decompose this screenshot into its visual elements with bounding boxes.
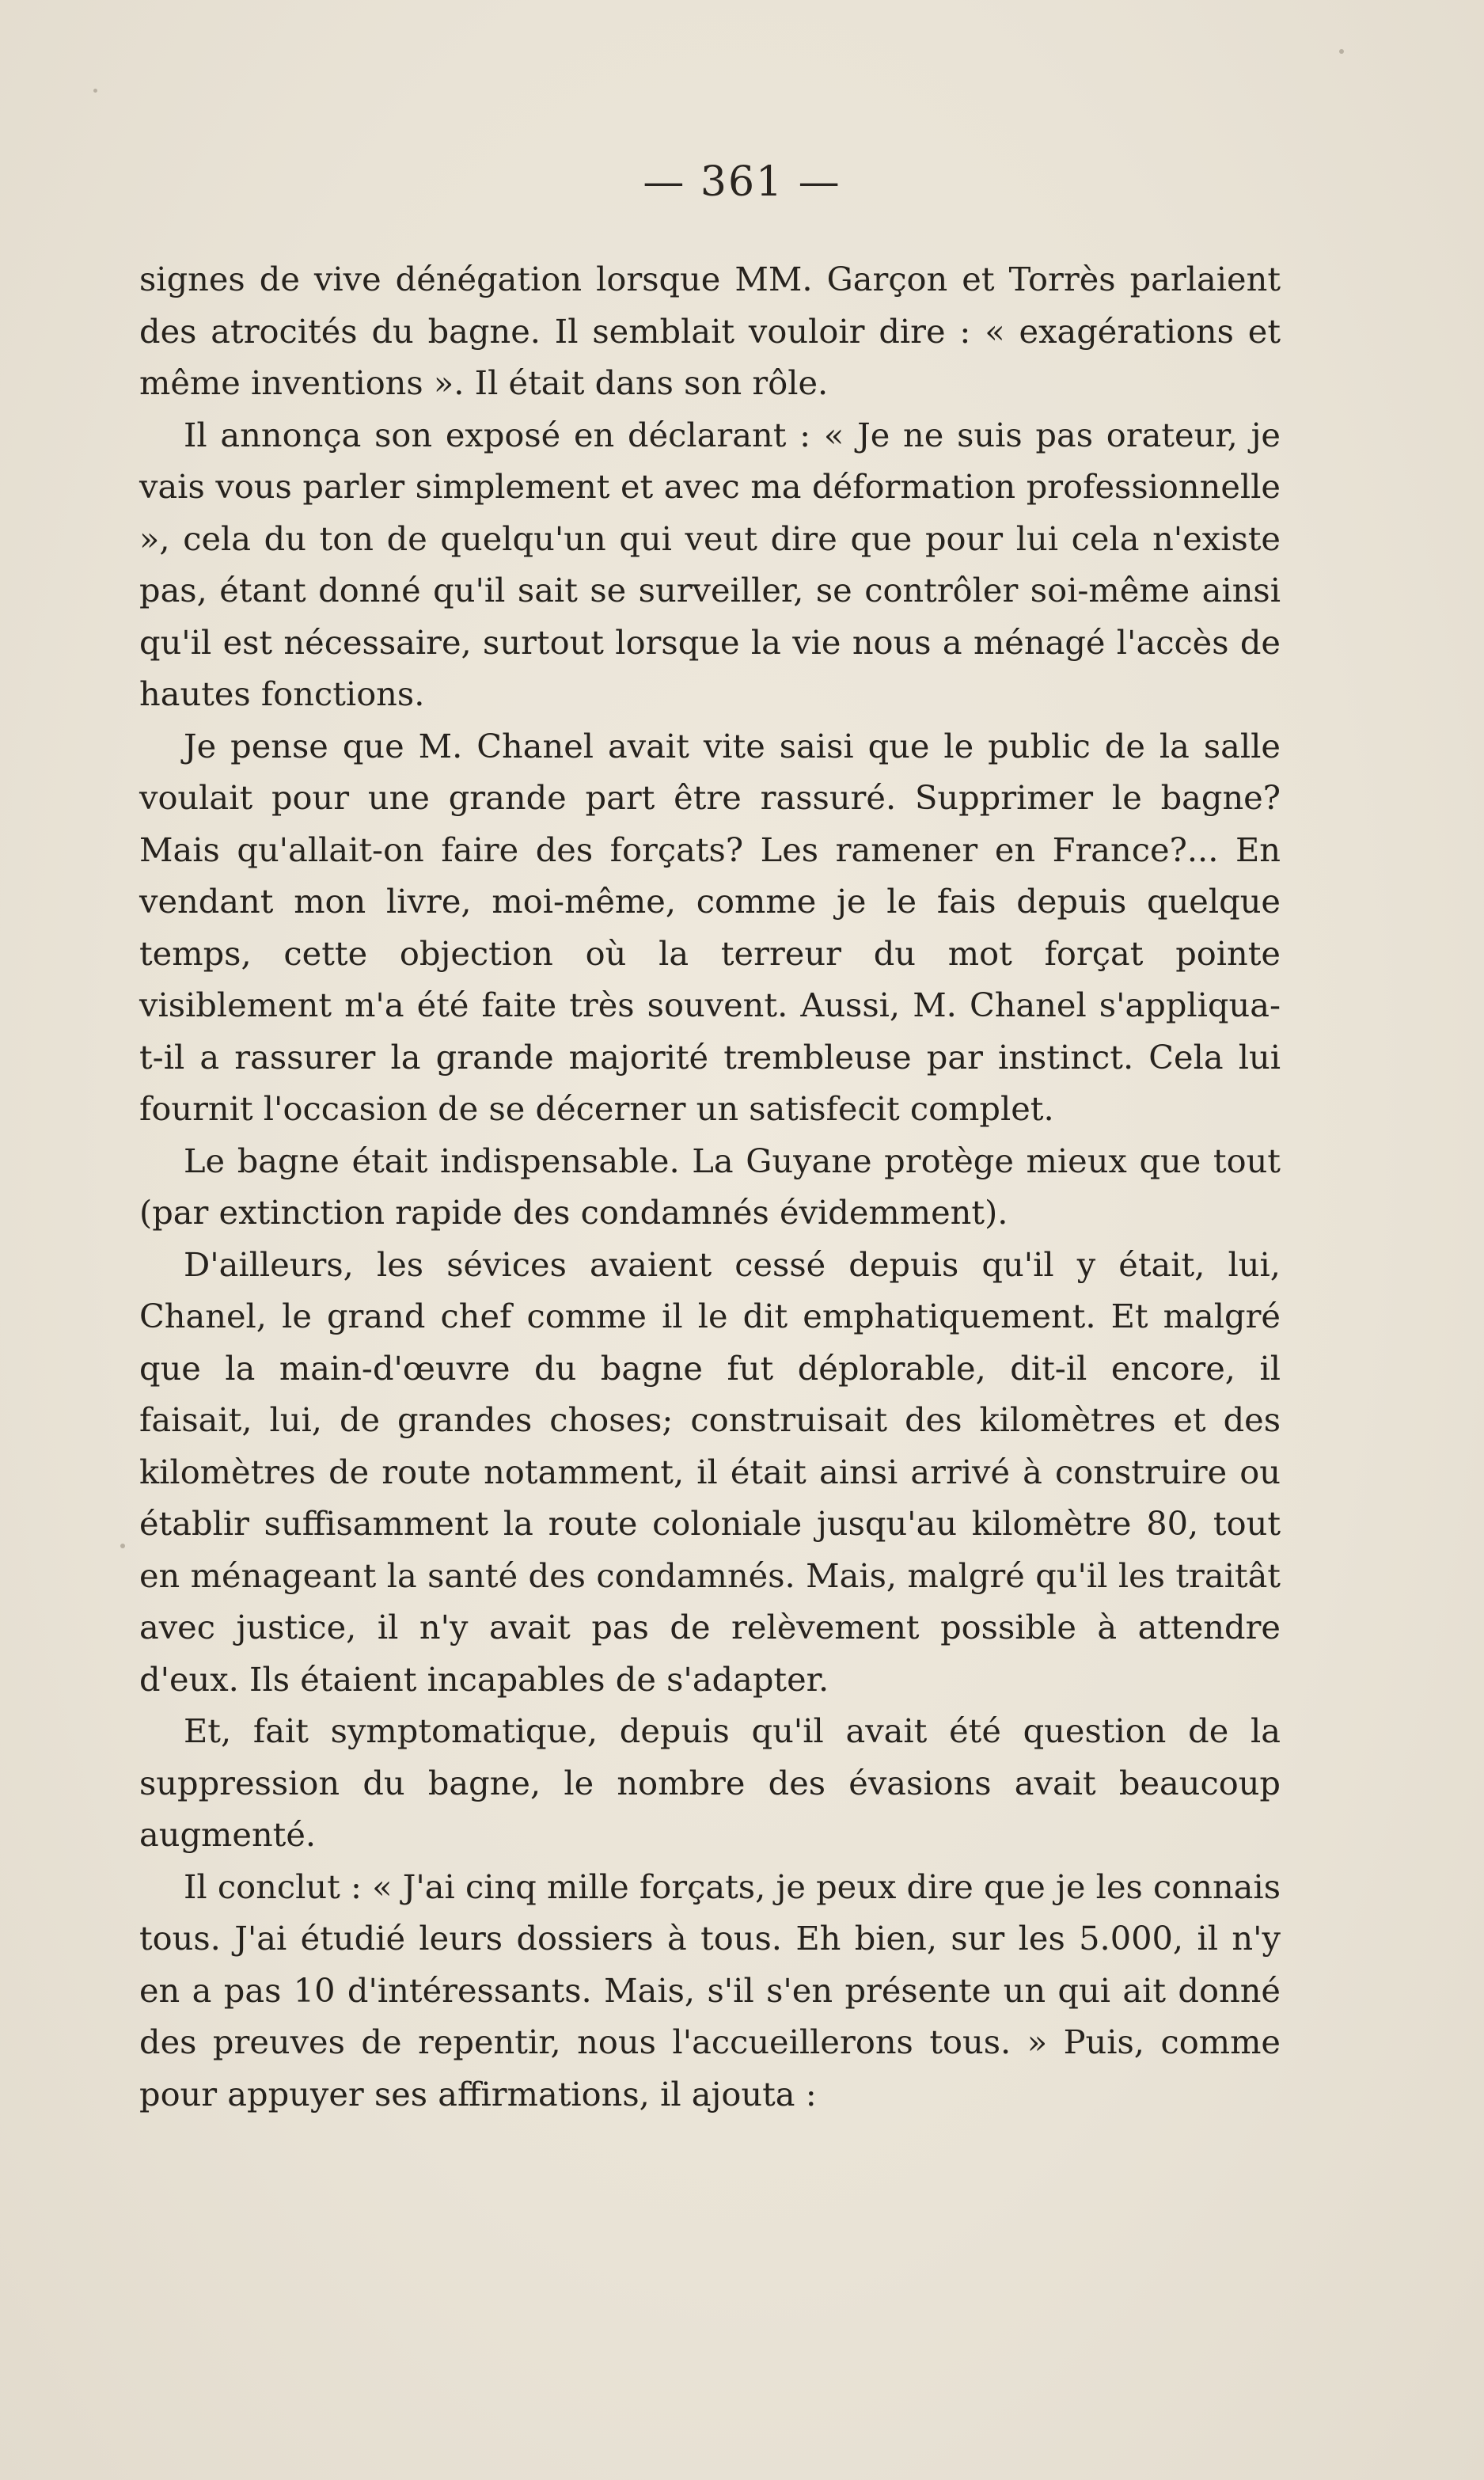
- paper-speck: [120, 1544, 125, 1548]
- paragraph: Le bagne était indispensable. La Guyane protège mieux que tout (par extinction rapide des condamnés évidemment).: [139, 1141, 1281, 1232]
- page-number: — 361 —: [643, 158, 841, 206]
- paragraph: D'ailleurs, les sévices avaient cessé depuis qu'il y était, lui, Chanel, le grand chef comme il le dit emphatiquement. Et malgré que la main-d'œuvre du bagne fut déplorable, dit-il encore, il faisait, lui, de grandes choses; construisait des kilomètres et des kilomètres de route notamment, il était ainsi arrivé à construire ou établir suffisamment la route coloniale jusqu'au kilomètre 80, tout en ménageant la santé des condamnés. Mais, malgré qu'il les traitât avec justice, il n'y avait pas de relèvement possible à attendre d'eux. Ils étaient incapables de s'adapter.: [139, 1244, 1281, 1699]
- paragraph: signes de vive dénégation lorsque MM. Garçon et Torrès parlaient des atrocités du bagne. Il semblait vouloir dire : « exagérations et même inventions ». Il était dans son rôle.: [139, 260, 1281, 402]
- paper-speck: [93, 89, 97, 93]
- paragraph: Je pense que M. Chanel avait vite saisi que le public de la salle voulait pour une grande part être rassuré. Supprimer le bagne? Mais qu'allait-on faire des forçats? Les ramener en France?... En vendant mon livre, moi-même, comme je le fais depuis quelque temps, cette objection où la terreur du mot forçat pointe visiblement m'a été faite très souvent. Aussi, M. Chanel s'appliqua-t-il a rassurer la grande majorité trembleuse par instinct. Cela lui fournit l'occasion de se décerner un satisfecit complet.: [139, 726, 1281, 1128]
- paragraph: Il conclut : « J'ai cinq mille forçats, je peux dire que je les connais tous. J'ai étudié leurs dossiers à tous. Eh bien, sur les 5.000, il n'y en a pas 10 d'intéressants. Mais, s'il s'en présente un qui ait donné des preuves de repentir, nous l'accueillerons tous. » Puis, comme pour appuyer ses affirmations, il ajouta :: [139, 1867, 1281, 2114]
- paragraph: Il annonça son exposé en déclarant : « Je ne suis pas orateur, je vais vous parler simplement et avec ma déformation professionnelle », cela du ton de quelqu'un qui veut dire que pour lui cela n'existe pas, étant donné qu'il sait se surveiller, se contrôler soi-même ainsi qu'il est nécessaire, surtout lorsque la vie nous a ménagé l'accès de hautes fonctions.: [139, 415, 1281, 713]
- paragraph: Et, fait symptomatique, depuis qu'il avait été question de la suppression du bagne, le nombre des évasions avait beaucoup augmenté.: [139, 1711, 1281, 1854]
- body-text: [139, 253, 1281, 2120]
- paper-speck: [1339, 49, 1344, 54]
